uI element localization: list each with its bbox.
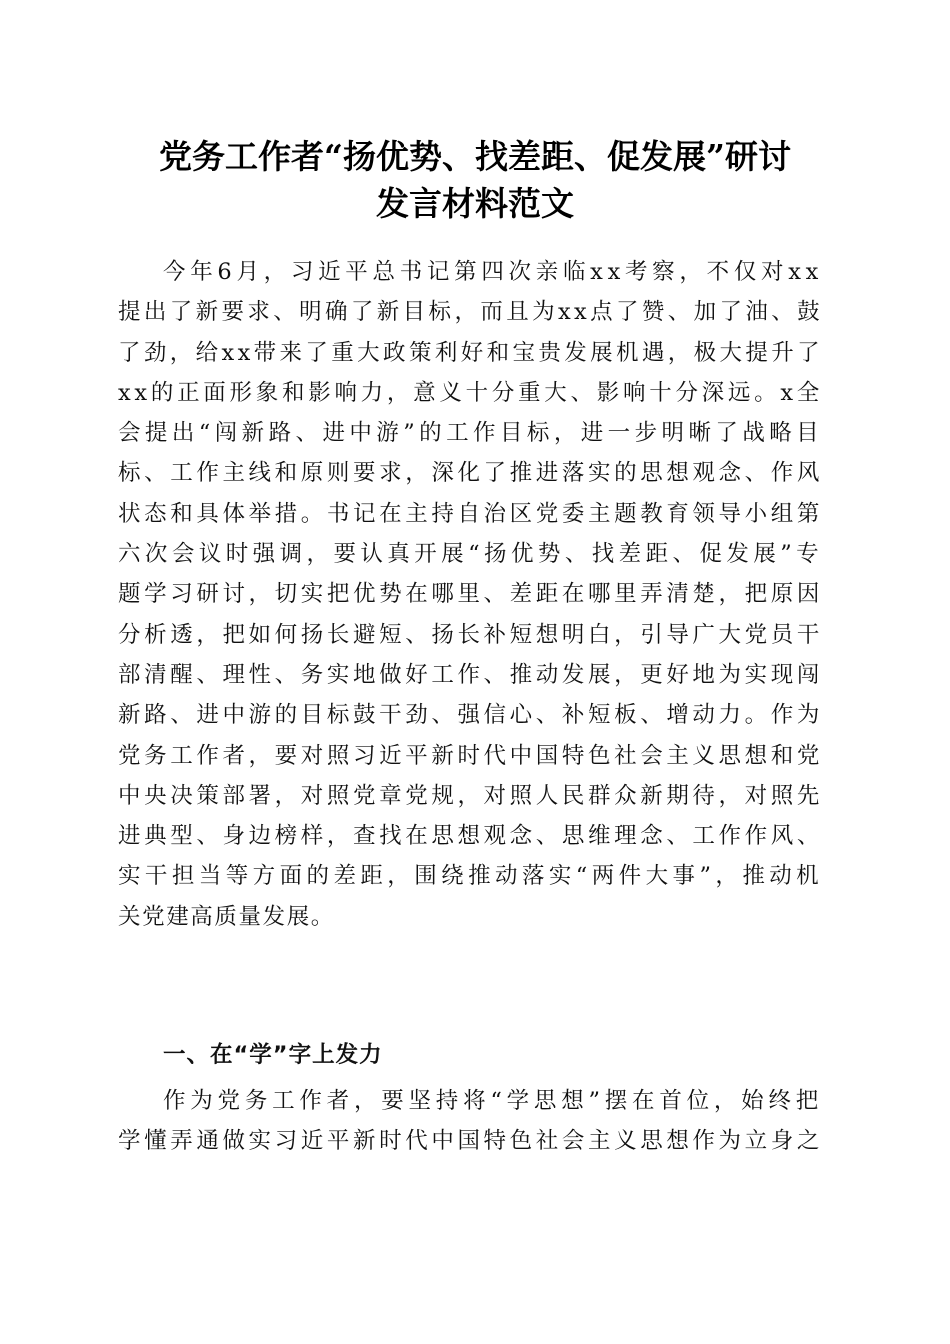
document-title-line-2: 发言材料范文	[376, 184, 574, 223]
paragraph-line: 今年6月，习近平总书记第四次亲临xx考察，不仅对xx	[163, 259, 824, 285]
paragraph-line: 题学习研讨，切实把优势在哪里、差距在哪里弄清楚，把原因	[118, 581, 823, 608]
paragraph-line: 实干担当等方面的差距，围绕推动落实“两件大事”，推动机	[118, 863, 824, 890]
paragraph-line: 作为党务工作者，要坚持将“学思想”摆在首位，始终把	[163, 1088, 824, 1114]
paragraph-line: 关党建高质量发展。	[118, 903, 335, 930]
paragraph-line: 会提出“闯新路、进中游”的工作目标，进一步明晰了战略目	[118, 420, 824, 447]
paragraph-line: 新路、进中游的目标鼓干劲、强信心、补短板、增动力。作为	[118, 702, 823, 729]
paragraph-line: 六次会议时强调，要认真开展“扬优势、找差距、促发展”专	[118, 541, 824, 568]
paragraph-line: 提出了新要求、明确了新目标，而且为xx点了赞、加了油、鼓	[118, 299, 824, 326]
paragraph-line: 中央决策部署，对照党章党规，对照人民群众新期待，对照先	[118, 782, 823, 809]
paragraph-line: 进典型、身边榜样，查找在思想观念、思维理念、工作作风、	[118, 823, 823, 850]
section-paragraph	[118, 1081, 823, 1161]
paragraph-line: 党务工作者，要对照习近平新时代中国特色社会主义思想和党	[118, 742, 823, 769]
paragraph-line: 学懂弄通做实习近平新时代中国特色社会主义思想作为立身之	[118, 1128, 823, 1154]
paragraph-line: 状态和具体举措。书记在主持自治区党委主题教育领导小组第	[118, 500, 823, 527]
section-heading: 一、在“学”字上发力	[163, 1042, 383, 1068]
paragraph-line: 部清醒、理性、务实地做好工作、推动发展，更好地为实现闯	[118, 661, 823, 688]
document-title-line-1: 党务工作者“扬优势、找差距、促发展”研讨	[159, 137, 791, 176]
paragraph-line: 了劲，给xx带来了重大政策利好和宝贵发展机遇，极大提升了	[118, 339, 824, 366]
paragraph-line: 分析透，把如何扬长避短、扬长补短想明白，引导广大党员干	[118, 621, 823, 648]
intro-paragraph	[118, 252, 823, 937]
paragraph-line: 标、工作主线和原则要求，深化了推进落实的思想观念、作风	[118, 460, 823, 487]
paragraph-line: xx的正面形象和影响力，意义十分重大、影响十分深远。x全	[118, 379, 824, 406]
